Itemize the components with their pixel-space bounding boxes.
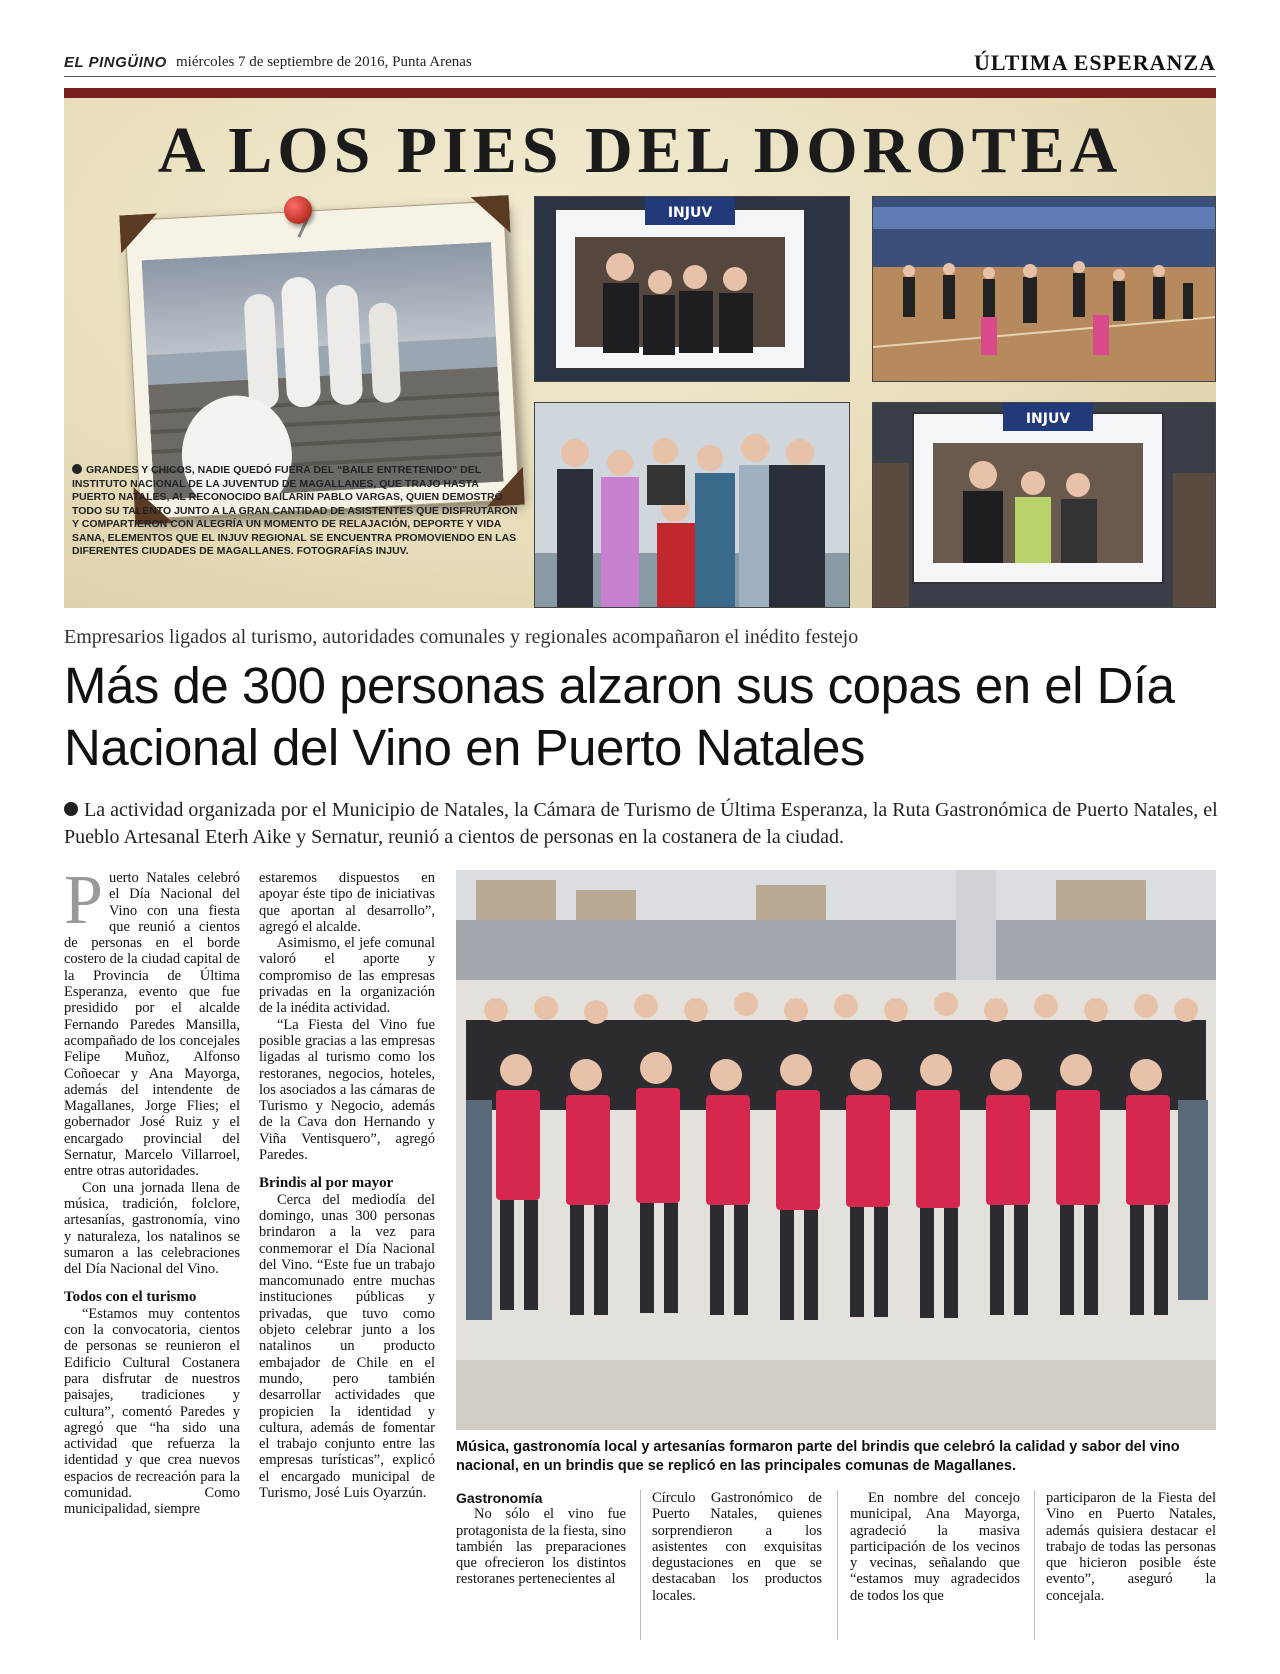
section-name: ÚLTIMA ESPERANZA — [974, 50, 1216, 75]
gym-dance-photo — [872, 196, 1216, 382]
paragraph: estaremos dispuestos en apoyar éste tipo de iniciativas que aportan al desarrollo”, agregó el alcalde. — [259, 870, 435, 935]
newspaper-logo: EL PINGÜINO — [64, 54, 167, 71]
group-photo — [534, 402, 850, 608]
paragraph: En nombre del concejo municipal, Ana Mayorga, agradeció la masiva participación de los vecinos y vecinas, señalando que “estamos muy agradecidos de todos los que — [850, 1490, 1020, 1604]
paragraph: participaron de la Fiesta del Vino en Puerto Natales, además quisiera destacar el trabajo de todas las personas que hicieron posible éste evento”, aseguró la concejala. — [1046, 1490, 1216, 1604]
injuv-banner: INJUV — [667, 205, 713, 221]
paragraph-text: uerto Natales celebró el Día Nacional del Vino con una fiesta que reunió a cientos de personas en el borde costero de la ciudad capital de la Provincia de Última Esperanza, evento que fue presidido por el alcalde Fernando Paredes Mansilla, acompañado de los concejales Felipe Muñoz, Alfonso Coñoecar y Ana Mayorga, además del intendente de Magallanes, Jorge Flies; el gobernador José Ruiz y el encargado provincial del Sernatur, Marcelo Villarroel, entre otras autoridades. — [64, 870, 240, 1180]
header-rule — [64, 76, 1216, 77]
page-header — [64, 52, 1216, 74]
feature-caption-text: GRANDES Y CHICOS, NADIE QUEDÓ FUERA DEL “BAILE ENTRETENIDO” DEL INSTITUTO NACIONAL DE LA JUVENTUD DE MAGALLANES, QUE TRAJO HASTA PUERTO NATALES, AL RECONOCIDO BAILARÍN PABLO VARGAS, QUIEN DEMOSTRÓ TODO SU TALENTO JUNTO A LA GRAN CANTIDAD DE ASISTENTES QUE DISFRUTARON Y COMPARTIERON CON ALEGRÍA UN MOMENTO DE RELAJACIÓN, DEPORTE Y VIDA SANA, ELEMENTOS QUE EL INJUV REGIONAL SE ENCUENTRA PROMOVIENDO EN LAS DIFERENTES CIUDADES DE MAGALLANES. FOTOGRAFÍAS INJUV. — [72, 464, 518, 557]
photo-corner — [119, 213, 159, 253]
paragraph: Asimismo, el jefe comunal valoró el aporte y compromiso de las empresas privadas en la organización de la inédita actividad. — [259, 935, 435, 1017]
feature-caption — [72, 464, 522, 559]
article-headline: Más de 300 personas alzaron sus copas en el Día Nacional del Vino en Puerto Natales — [64, 657, 1175, 776]
article-column-4 — [652, 1490, 822, 1604]
column-divider — [640, 1490, 641, 1640]
article-column-2 — [259, 870, 435, 1501]
feature-panel — [64, 98, 1216, 608]
hand-monument-photo — [142, 242, 504, 500]
wine-toast-crowd-photo — [456, 870, 1216, 1430]
paragraph: Círculo Gastronómico de Puerto Natales, quienes sorprendieron a los asistentes con exquisitas degustaciones en que se destacaban los productos locales. — [652, 1490, 822, 1604]
injuv-frame-photo-2 — [872, 402, 1216, 608]
injuv-banner-2: INJUV — [1025, 411, 1071, 427]
paragraph: “La Fiesta del Vino fue posible gracias a las empresas ligadas al turismo como los restoranes, negocios, hoteles, los asociados a las cámaras de Turismo y Negocio, además de la Cava don Hernando y Viña Ventisquero”, agregó Paredes. — [259, 1016, 435, 1164]
drop-cap: P — [64, 862, 103, 939]
paragraph: Cerca del mediodía del domingo, unas 300 personas brindaron a la vez para conmemorar el Día Nacional del Vino. “Este fue un trabajo mancomunado entre muchas instituciones públicas y privadas, que tuvo como objeto celebrar junto a los natalinos un producto embajador de Chile en el mundo, pero también desarrollar actividades que propicien la identidad y cultura, además de fomentar el trabajo conjunto entre las empresas turísticas”, explicó el encargado municipal de Turismo, José Luis Oyarzún. — [259, 1191, 435, 1501]
main-photo-caption: Música, gastronomía local y artesanías formaron parte del brindis que celebró la calidad y sabor del vino nacional, en un brindis que se replicó en las principales comunas de Magallanes. — [456, 1439, 1180, 1474]
column-divider — [1034, 1490, 1035, 1640]
dateline: miércoles 7 de septiembre de 2016, Punta Arenas — [176, 54, 472, 70]
accent-bar — [64, 88, 1216, 98]
article-kicker: Empresarios ligados al turismo, autoridades comunales y regionales acompañaron el inédito festejo — [64, 626, 859, 648]
subhead-brindis: Brindis al por mayor — [259, 1175, 394, 1192]
article-column-5 — [850, 1490, 1020, 1604]
article-column-1 — [64, 862, 240, 1518]
subhead-turismo: Todos con el turismo — [64, 1289, 197, 1306]
paragraph: “Estamos muy contentos con la convocatoria, cientos de personas se reunieron el Edificio Cultural Costanera para disfrutar de nuestros paisajes, tradiciones y cultura”, comentó Paredes y agregó que “ha sido una actividad que refuerza la identidad y que crea nuevos espacios de recreación para la comunidad. Como municipalidad, siempre — [64, 1305, 240, 1518]
lead-paragraph — [64, 862, 240, 1180]
article-summary-text: La actividad organizada por el Municipio de Natales, la Cámara de Turismo de Última Esperanza, la Ruta Gastronómica de Puerto Natales, el Pueblo Artesanal Eterh Aike y Sernatur, reunió a cientos de personas en la costanera de la ciudad. — [64, 799, 1218, 848]
subhead-gastronomia: Gastronomía — [456, 1490, 543, 1506]
paragraph: No sólo el vino fue protagonista de la fiesta, sino también las preparaciones que ofrecieron los distintos restoranes pertenecientes al — [456, 1506, 626, 1588]
column-divider — [837, 1490, 838, 1640]
pushpin-icon — [284, 196, 312, 224]
bullet-icon — [64, 802, 78, 816]
photo-corner — [471, 195, 511, 235]
paragraph: Con una jornada llena de música, tradición, folclore, artesanías, gastronomía, vino y naturaleza, los natalinos se sumaron a las celebraciones del Día Nacional del Vino. — [64, 1179, 240, 1278]
feature-title: A LOS PIES DEL DOROTEA — [157, 114, 1123, 187]
article-column-6 — [1046, 1490, 1216, 1604]
article-summary — [64, 797, 1224, 851]
article-column-3 — [456, 1490, 626, 1588]
injuv-frame-photo — [534, 196, 850, 382]
bullet-icon — [72, 464, 82, 474]
